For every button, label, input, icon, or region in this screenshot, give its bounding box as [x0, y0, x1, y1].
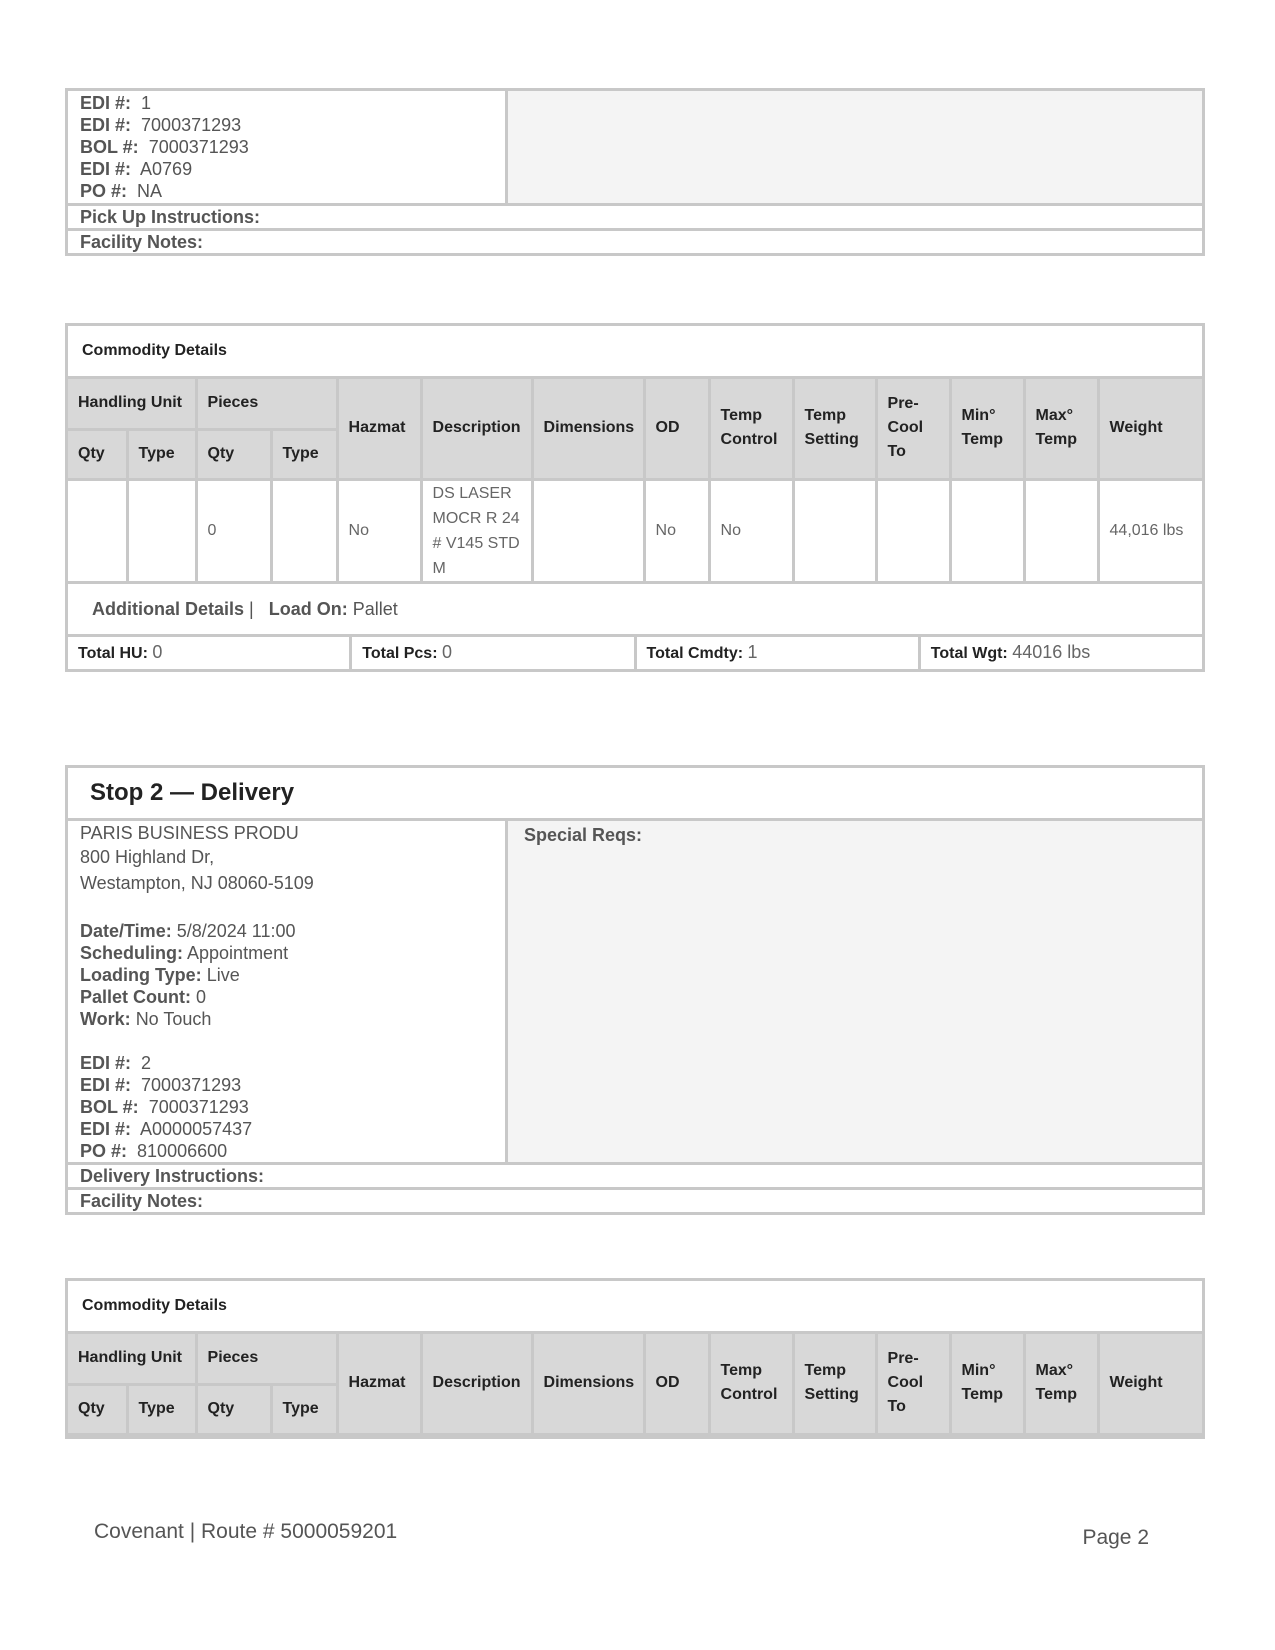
cell-od: No — [644, 479, 709, 582]
reference-line: EDI #: A0769 — [80, 159, 193, 179]
stop2-info — [68, 821, 508, 1162]
header-pieces: Pieces — [196, 1334, 337, 1384]
commodity-table — [68, 379, 1202, 584]
total-hu: Total HU: 0 — [68, 637, 352, 669]
stop2-detail-line: Pallet Count: 0 — [80, 987, 207, 1007]
table-row — [68, 479, 1202, 582]
header-handling-unit: Handling Unit — [68, 1334, 196, 1384]
total-wgt: Total Wgt: 44016 lbs — [930, 641, 1091, 662]
stop2-title: Stop 2 — Delivery — [68, 768, 1202, 821]
header-pc-qty: Qty — [196, 1384, 271, 1434]
header-temp-setting: Temp Setting — [793, 379, 876, 479]
header-hu-qty: Qty — [68, 1384, 127, 1434]
total-pcs: Total Pcs: 0 — [352, 637, 636, 669]
header-pre-cool-to: Pre- Cool To — [876, 379, 950, 479]
header-max-temp: Max° Temp — [1024, 1334, 1098, 1434]
stop2-address1: 800 Highland Dr, — [80, 847, 215, 867]
header-pc-type: Type — [271, 1384, 337, 1434]
special-reqs-panel — [508, 821, 1202, 1162]
stop2-address2: Westampton, NJ 08060-5109 — [80, 873, 314, 893]
cell-pc-qty: 0 — [196, 479, 271, 582]
header-temp-setting: Temp Setting — [793, 1334, 876, 1434]
header-pre-cool-to: Pre- Cool To — [876, 1334, 950, 1434]
reference-line: EDI #: 7000371293 — [80, 115, 242, 135]
header-hu-qty: Qty — [68, 429, 127, 479]
header-pc-qty: Qty — [196, 429, 271, 479]
header-weight: Weight — [1098, 379, 1202, 479]
reference-line: PO #: NA — [80, 181, 163, 201]
header-hu-type: Type — [127, 1384, 196, 1434]
reference-line: EDI #: A0000057437 — [80, 1119, 253, 1139]
reference-line: BOL #: 7000371293 — [80, 1097, 249, 1117]
header-weight: Weight — [1098, 1334, 1202, 1434]
commodity-details-1 — [65, 323, 1205, 672]
stop1-reference-panel — [65, 88, 1205, 256]
header-hazmat: Hazmat — [337, 1334, 421, 1434]
header-pc-type: Type — [271, 429, 337, 479]
header-min-temp: Min° Temp — [950, 1334, 1024, 1434]
cell-temp-setting — [793, 479, 876, 582]
header-hazmat: Hazmat — [337, 379, 421, 479]
header-od: OD — [644, 379, 709, 479]
stop2-detail-line: Work: No Touch — [80, 1009, 212, 1029]
total-cmdty: Total Cmdty: 1 — [637, 637, 921, 669]
stop2-detail-line: Loading Type: Live — [80, 965, 240, 985]
cell-dimensions — [532, 479, 644, 582]
facility-notes: Facility Notes: — [80, 1191, 204, 1211]
cell-description: DS LASER MOCR R 24 # V145 STD M — [421, 479, 532, 582]
header-temp-control: Temp Control — [709, 379, 793, 479]
footer-page-number: Page 2 — [1082, 1526, 1149, 1549]
commodity-details-title: Commodity Details — [68, 1281, 1202, 1334]
facility-notes: Facility Notes: — [80, 232, 204, 252]
stop2-delivery-panel — [65, 765, 1205, 1215]
stop2-name: PARIS BUSINESS PRODU — [80, 823, 299, 843]
cell-max-temp — [1024, 479, 1098, 582]
cell-min-temp — [950, 479, 1024, 582]
delivery-instructions: Delivery Instructions: — [68, 1165, 1202, 1190]
totals-row — [68, 637, 1202, 669]
cell-weight: 44,016 lbs — [1098, 479, 1202, 582]
commodity-table — [68, 1334, 1202, 1436]
additional-details: Additional Details | Load On: Pallet — [68, 584, 1202, 637]
header-description: Description — [421, 379, 532, 479]
header-dimensions: Dimensions — [532, 379, 644, 479]
cell-hazmat: No — [337, 479, 421, 582]
reference-line: EDI #: 2 — [80, 1053, 152, 1073]
header-description: Description — [421, 1334, 532, 1434]
cell-temp-control: No — [709, 479, 793, 582]
pickup-instructions: Pick Up Instructions: — [68, 206, 1202, 231]
cell-pre-cool-to — [876, 479, 950, 582]
header-max-temp: Max° Temp — [1024, 379, 1098, 479]
cell-hu-qty — [68, 479, 127, 582]
footer-route: Covenant | Route # 5000059201 — [94, 1520, 398, 1543]
reference-line: BOL #: 7000371293 — [80, 137, 249, 157]
header-pieces: Pieces — [196, 379, 337, 429]
header-min-temp: Min° Temp — [950, 379, 1024, 479]
cell-hu-type — [127, 479, 196, 582]
stop2-detail-line: Date/Time: 5/8/2024 11:00 — [80, 921, 296, 941]
special-reqs-label: Special Reqs: — [524, 825, 643, 845]
reference-line: EDI #: 1 — [80, 93, 152, 113]
stop1-reference-list — [68, 91, 508, 203]
header-handling-unit: Handling Unit — [68, 379, 196, 429]
header-od: OD — [644, 1334, 709, 1434]
header-temp-control: Temp Control — [709, 1334, 793, 1434]
stop2-detail-line: Scheduling: Appointment — [80, 943, 289, 963]
header-hu-type: Type — [127, 429, 196, 479]
reference-line: PO #: 810006600 — [80, 1141, 228, 1161]
commodity-details-2 — [65, 1278, 1205, 1439]
cell-pc-type — [271, 479, 337, 582]
commodity-details-title: Commodity Details — [68, 326, 1202, 379]
header-dimensions: Dimensions — [532, 1334, 644, 1434]
reference-line: EDI #: 7000371293 — [80, 1075, 242, 1095]
stop1-right-panel — [508, 91, 1202, 203]
